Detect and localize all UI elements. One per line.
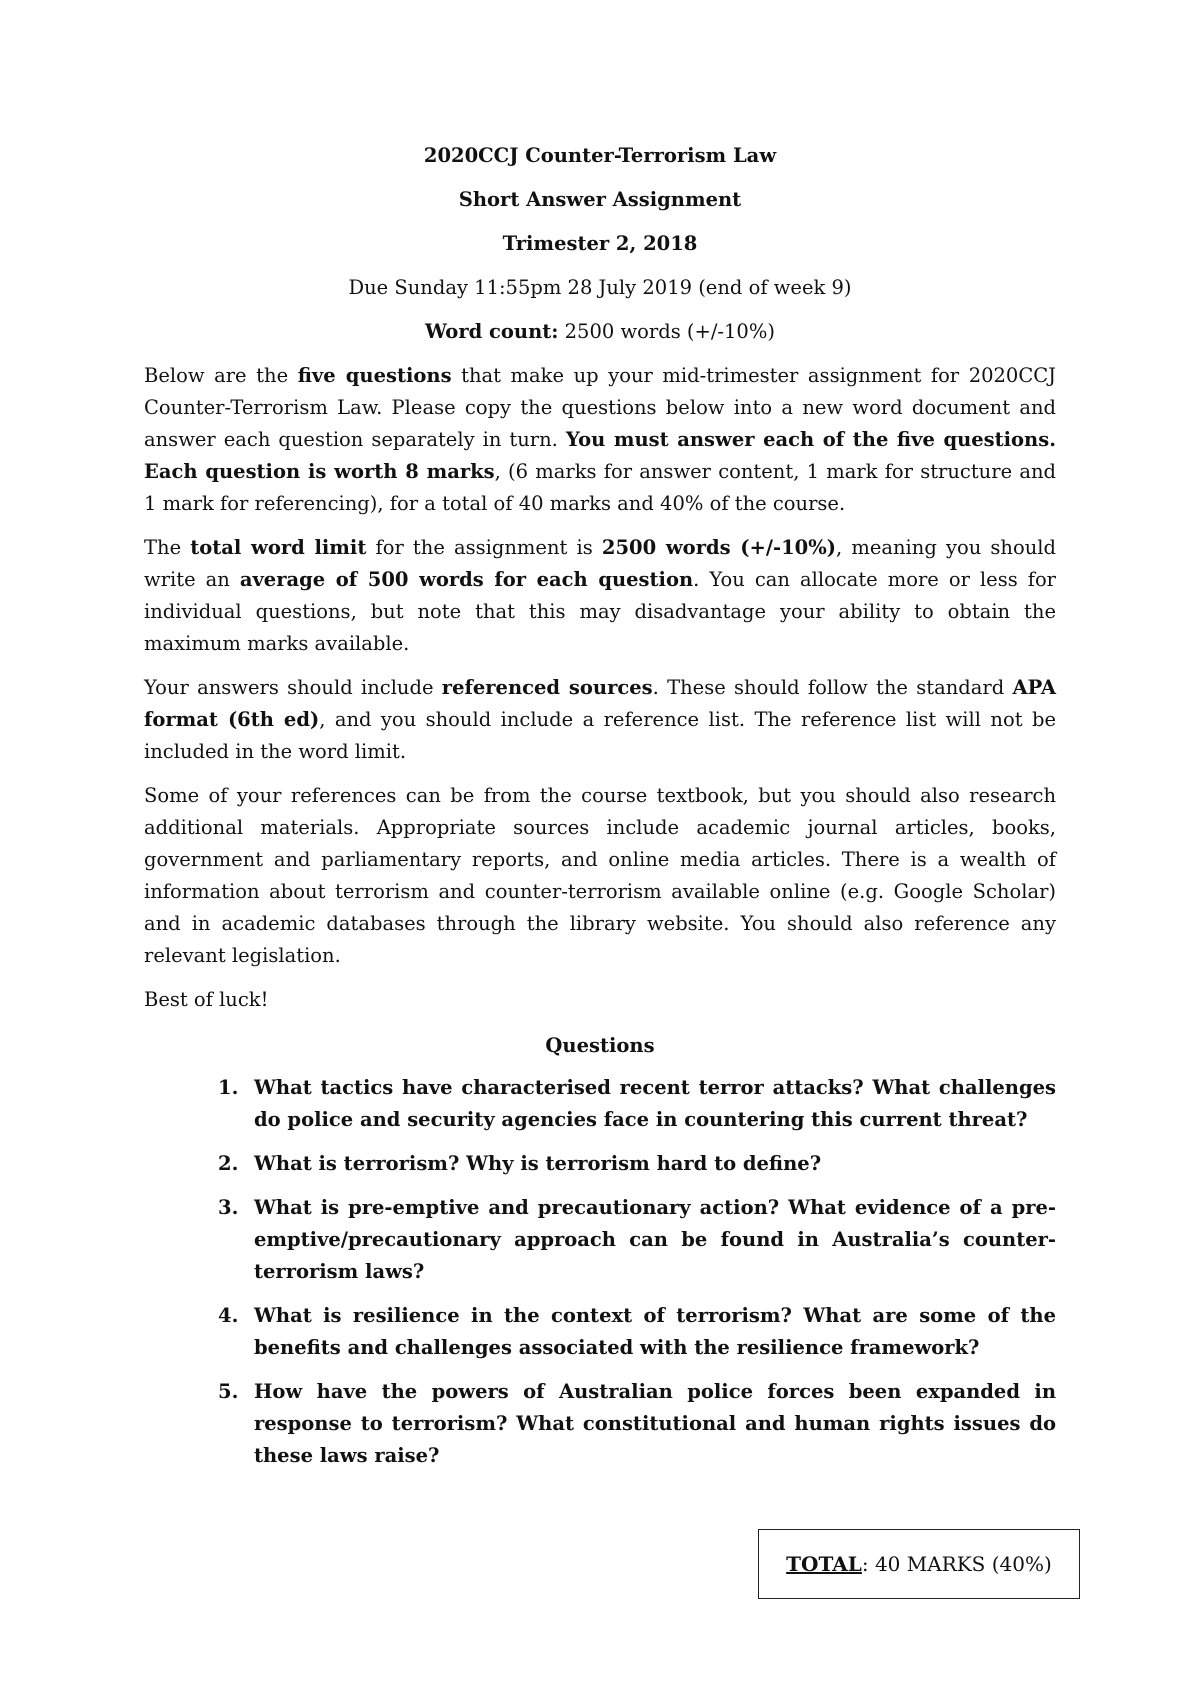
question-text: What is pre-emptive and precautionary action? What evidence of a pre-emptive/precautionary approach can be found in Australia’s counter-terrorism laws? [254, 1196, 1056, 1283]
question-item [144, 1376, 1056, 1472]
question-number: 2. [218, 1152, 239, 1175]
question-text: What is terrorism? Why is terrorism hard to define? [254, 1152, 822, 1175]
text-run: . These should follow the standard [652, 676, 1013, 699]
bold-run: total word limit [190, 536, 367, 559]
word-count-line [144, 316, 1056, 348]
question-text: What tactics have characterised recent terror attacks? What challenges do police and security agencies face in countering this current threat? [254, 1076, 1056, 1131]
word-count-label: Word count: [425, 320, 559, 343]
question-item [144, 1300, 1056, 1364]
question-number: 1. [218, 1076, 239, 1099]
bold-run: 2500 words (+/-10%) [601, 536, 836, 559]
question-number: 5. [218, 1380, 239, 1403]
bold-run: five questions [297, 364, 452, 387]
course-title: 2020CCJ Counter-Terrorism Law [423, 144, 777, 167]
question-item [144, 1148, 1056, 1180]
total-label: TOTAL [786, 1552, 862, 1576]
question-item [144, 1072, 1056, 1136]
word-limit-paragraph [144, 532, 1056, 660]
question-number: 3. [218, 1196, 239, 1219]
text-run: . You can allocate more or less for individual questions, but note that this may disadvantage your ability to obtain the maximum marks available. [144, 568, 1057, 655]
question-number: 4. [218, 1304, 239, 1327]
questions-heading: Questions [545, 1034, 655, 1057]
document-body [144, 140, 1056, 1484]
text-run: The [144, 536, 191, 559]
trimester-line: Trimester 2, 2018 [502, 232, 698, 255]
due-date-line: Due Sunday 11:55pm 28 July 2019 (end of week 9) [348, 276, 852, 299]
text-run: Below are the [144, 364, 298, 387]
text-run: for the assignment is [366, 536, 602, 559]
assignment-title: Short Answer Assignment [458, 188, 742, 211]
total-marks-box [758, 1529, 1080, 1599]
bold-run: referenced sources [441, 676, 653, 699]
questions-list [144, 1072, 1056, 1472]
sources-paragraph: Some of your references can be from the course textbook, but you should also research additional materials. Appropriate sources include academic journal articles, books, government and parliamentary reports, and online media articles. There is a wealth of information about terrorism and counter-terrorism available online (e.g. Google Scholar) and in academic databases through the library website. You should also reference any relevant legislation. [144, 784, 1056, 967]
question-text: What is resilience in the context of terrorism? What are some of the benefits and challenges associated with the resilience framework? [254, 1304, 1056, 1359]
text-run: , meaning you should write an [144, 536, 1057, 591]
bold-run: average of 500 words for each question [239, 568, 694, 591]
question-item [144, 1192, 1056, 1288]
text-run: that make up your mid-trimester assignment for 2020CCJ Counter-Terrorism Law. Please copy the questions below into a new word document and answer each question separately in turn. [144, 364, 1056, 451]
text-run: Your answers should include [144, 676, 442, 699]
total-value: : 40 MARKS (40%) [861, 1552, 1052, 1576]
bold-run: You must answer each of the five questions. Each question is worth 8 marks [144, 428, 1057, 483]
word-count-value: 2500 words (+/-10%) [558, 320, 775, 343]
bold-run: APA format (6th ed) [144, 676, 1056, 731]
text-run: , (6 marks for answer content, 1 mark for structure and 1 mark for referencing), for a total of 40 marks and 40% of the course. [144, 460, 1056, 515]
intro-paragraph [144, 360, 1056, 520]
text-run: , and you should include a reference list. The reference list will not be included in the word limit. [144, 708, 1056, 763]
closing-line: Best of luck! [144, 988, 269, 1011]
referencing-paragraph [144, 672, 1056, 768]
question-text: How have the powers of Australian police forces been expanded in response to terrorism? What constitutional and human rights issues do these laws raise? [254, 1380, 1056, 1467]
